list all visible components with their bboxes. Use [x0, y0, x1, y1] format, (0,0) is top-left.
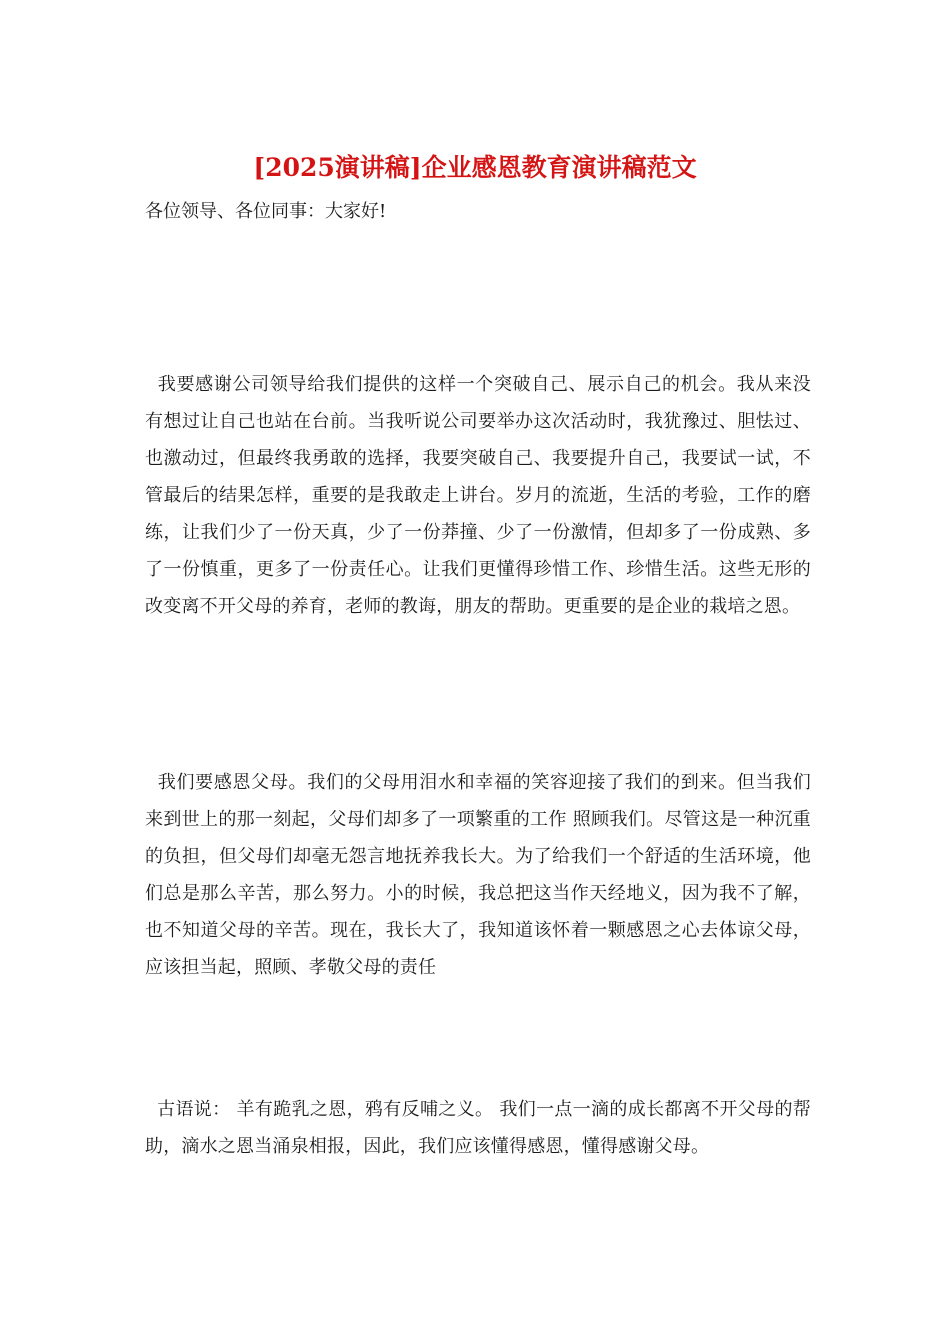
greeting-line: 各位领导、各位同事：大家好! [145, 201, 387, 222]
body-paragraph-2: 我们要感恩父母。我们的父母用泪水和幸福的笑容迎接了我们的到来。但当我们来到世上的那一刻起，父母们却多了一项繁重的工作 照顾我们。尽管这是一种沉重的负担，但父母们却毫无怨言地抚养我长大。为了给我们一个舒适的生活环境，他们总是那么辛苦，那么努力。小的时候，我总把这当作天经地义，因为我不了解，也不知道父母的辛苦。现在，我长大了，我知道该怀着一颗感恩之心去体谅父母，应该担当起，照顾、孝敬父母的责任 [145, 772, 811, 978]
document-title: [2025演讲稿]企业感恩教育演讲稿范文 [253, 153, 697, 182]
body-paragraph-1: 我要感谢公司领导给我们提供的这样一个突破自己、展示自己的机会。我从来没有想过让自己也站在台前。当我听说公司要举办这次活动时，我犹豫过、胆怯过、也激动过，但最终我勇敢的选择，我要突破自己、我要提升自己，我要试一试，不管最后的结果怎样，重要的是我敢走上讲台。岁月的流逝，生活的考验，工作的磨练，让我们少了一份天真，少了一份莽撞、少了一份激情，但却多了一份成熟、多了一份慎重，更多了一份责任心。让我们更懂得珍惜工作、珍惜生活。这些无形的改变离不开父母的养育，老师的教诲，朋友的帮助。更重要的是企业的栽培之恩。 [145, 374, 811, 617]
body-paragraph-3: 古语说： 羊有跪乳之恩，鸦有反哺之义。 我们一点一滴的成长都离不开父母的帮助，滴水之恩当涌泉相报，因此，我们应该懂得感恩，懂得感谢父母。 [145, 1099, 811, 1157]
